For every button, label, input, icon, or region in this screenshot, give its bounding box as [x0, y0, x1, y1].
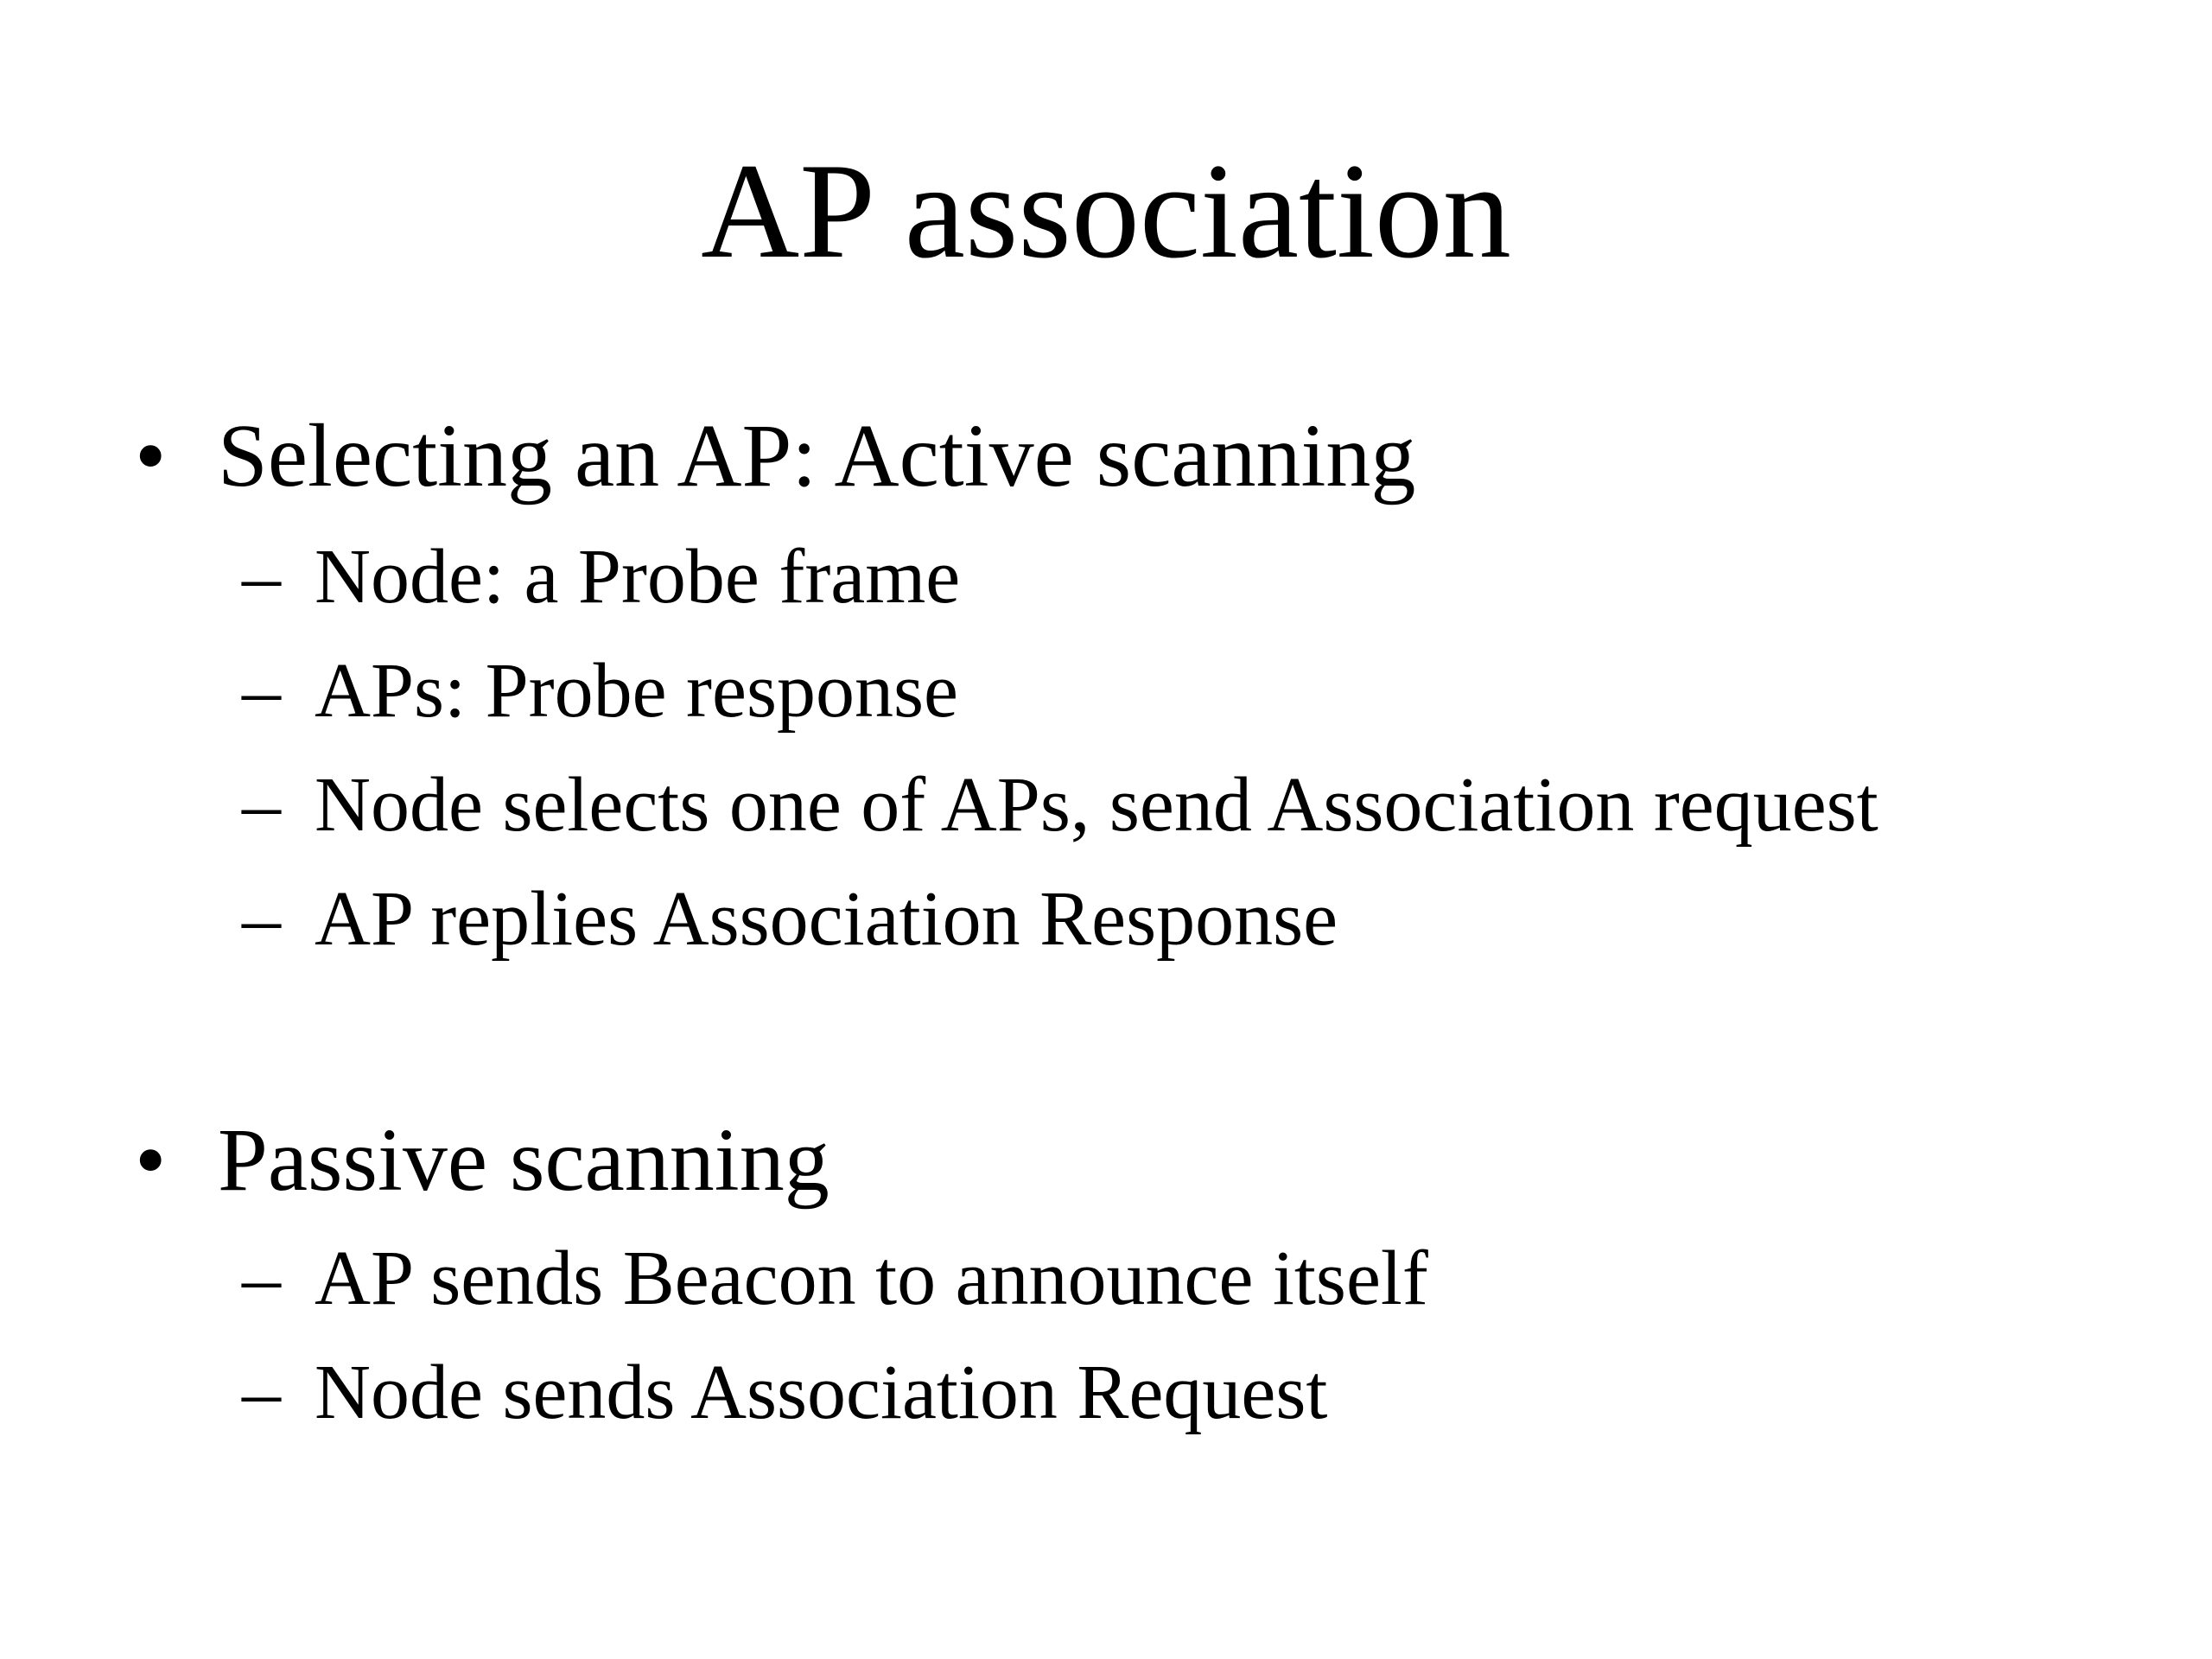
sub-bullet-marker: –: [242, 534, 281, 620]
bullet-text: Passive scanning: [218, 1110, 830, 1210]
sub-bullet-marker: –: [242, 876, 281, 962]
sub-bullet-text: APs: Probe response: [315, 648, 958, 734]
sub-bullet-text: Node selects one of APs, send Association request: [315, 762, 1878, 848]
sub-bullet-text: Node sends Association Request: [315, 1350, 1328, 1435]
sub-bullet-marker: –: [242, 762, 281, 848]
sub-bullet-text: Node: a Probe frame: [315, 534, 961, 620]
sub-bullet-marker: –: [242, 1350, 281, 1435]
bullet-text: Selecting an AP: Active scanning: [218, 406, 1416, 505]
bullet-marker: •: [135, 1110, 167, 1210]
bullet-marker: •: [135, 406, 167, 505]
sub-bullet-text: AP replies Association Response: [315, 876, 1338, 962]
sub-bullet-marker: –: [242, 648, 281, 734]
sub-bullet-text: AP sends Beacon to announce itself: [315, 1236, 1428, 1321]
sub-bullet-marker: –: [242, 1236, 281, 1321]
slide-title: AP association: [701, 136, 1511, 287]
